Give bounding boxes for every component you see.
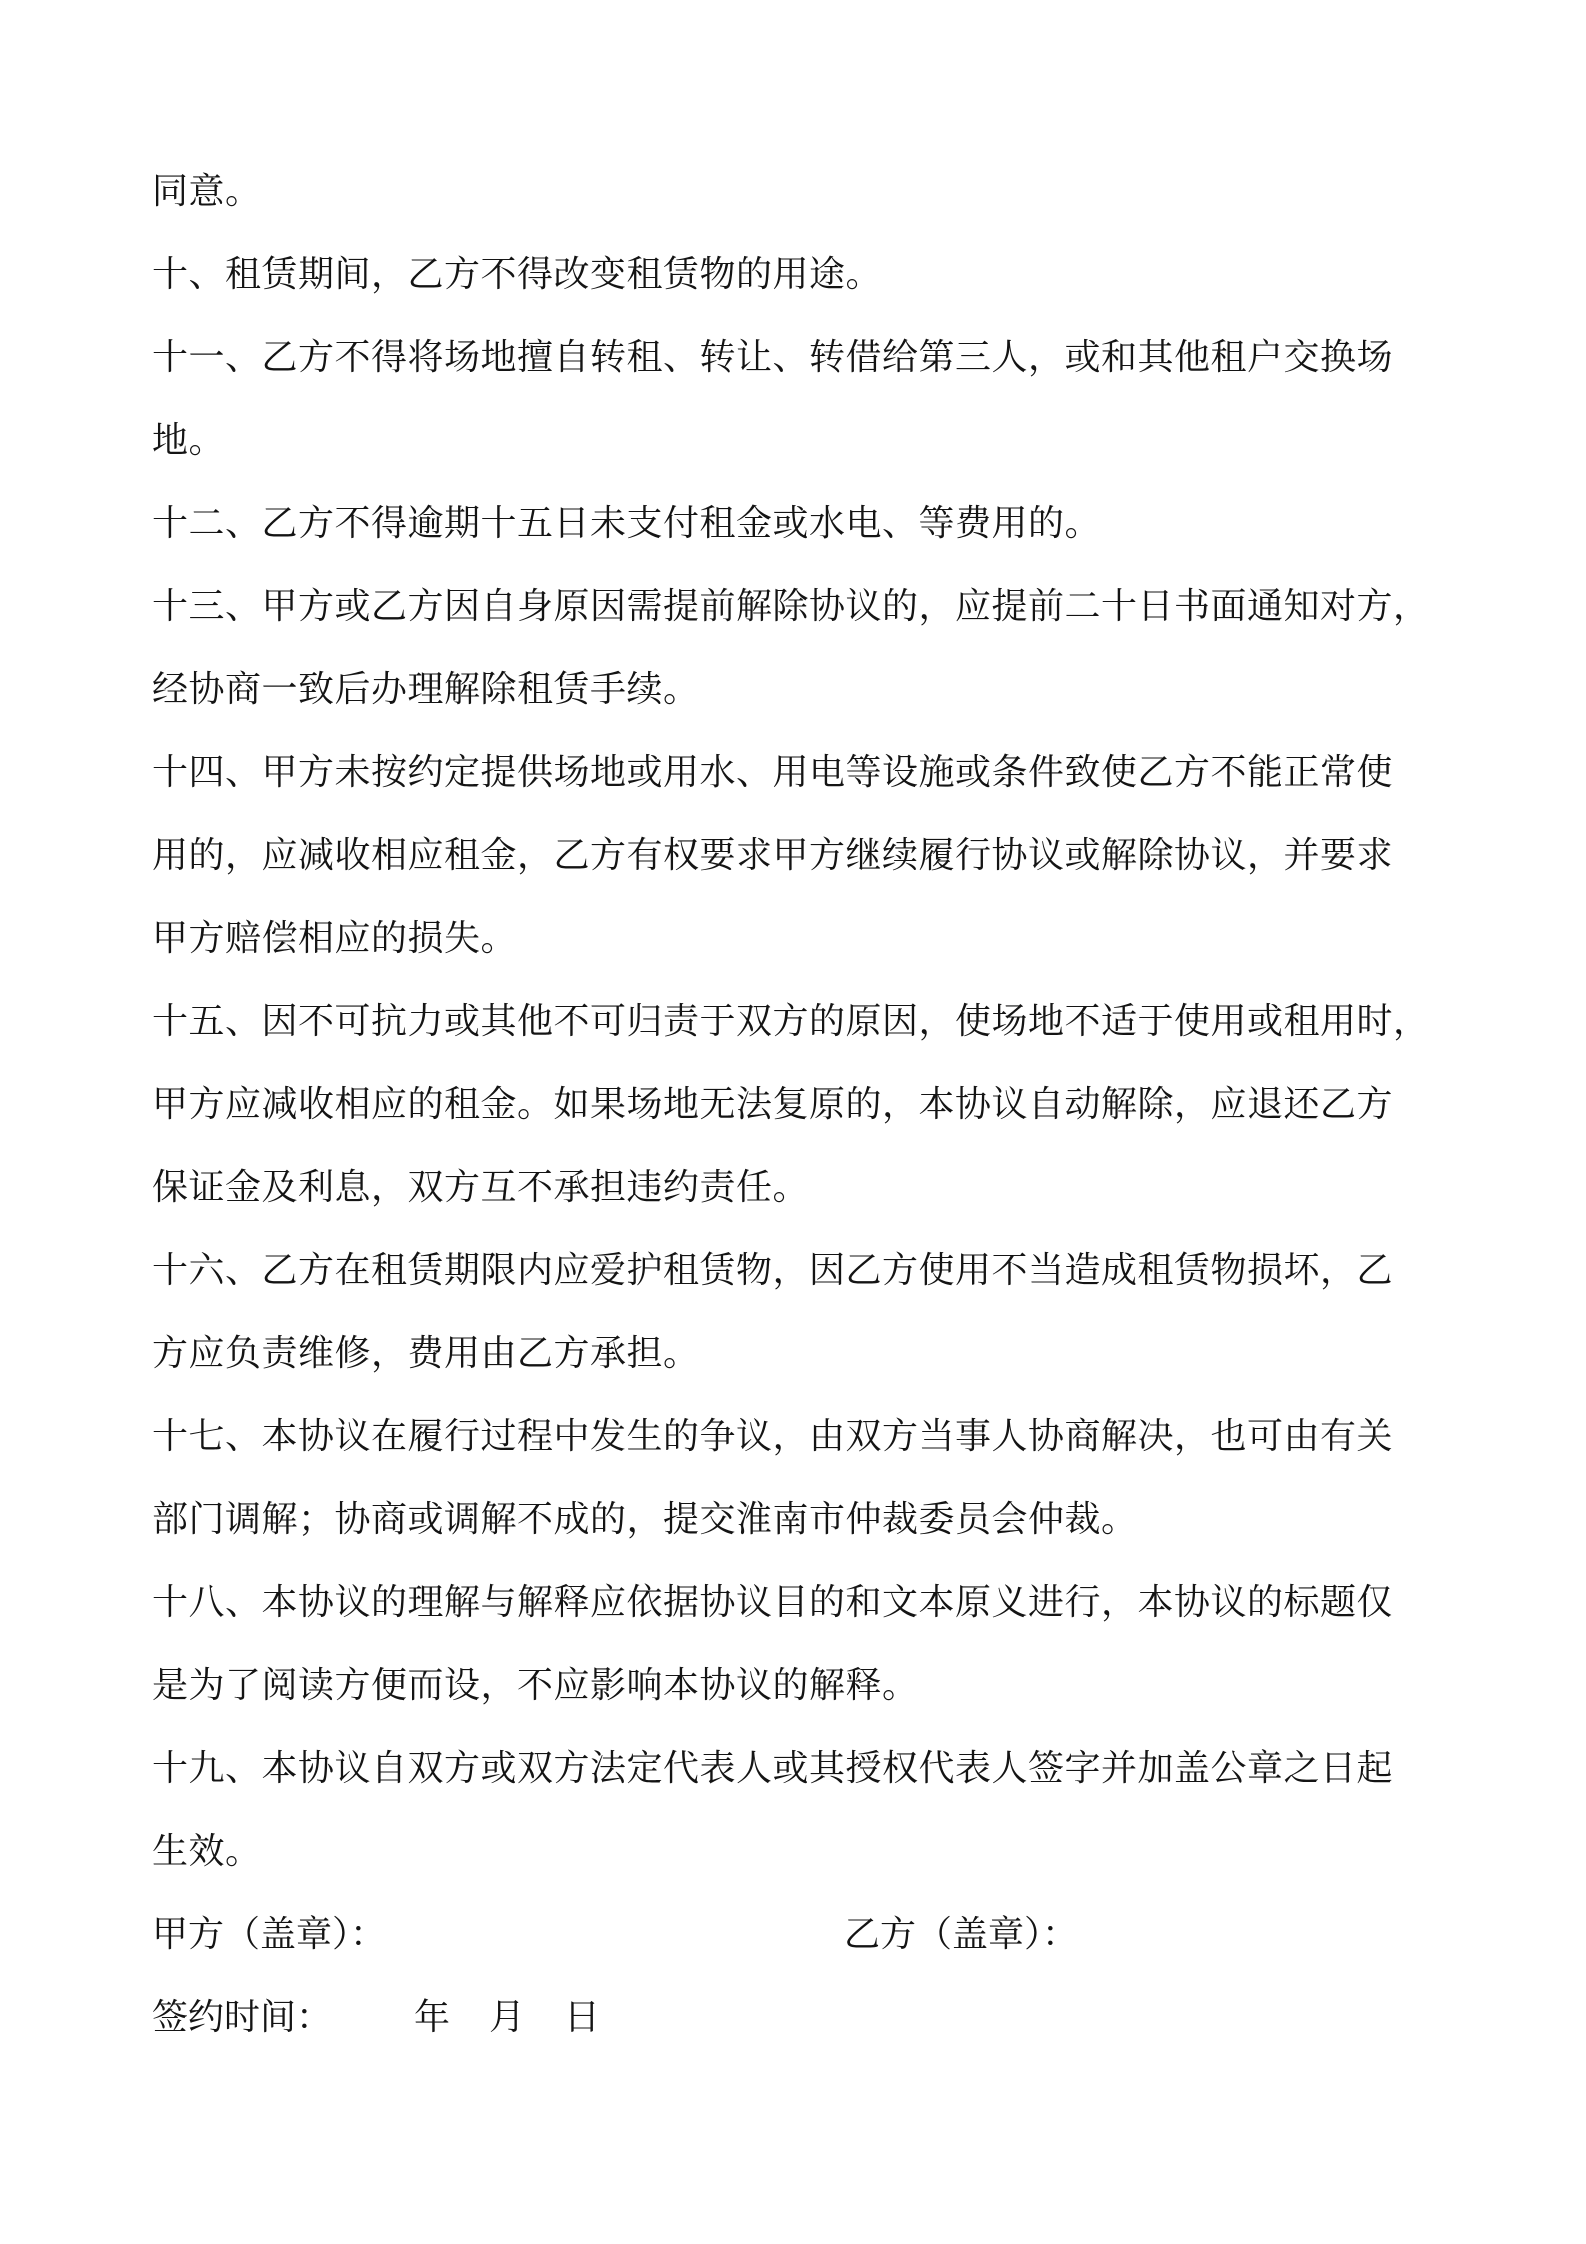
clause-10: 十、租赁期间，乙方不得改变租赁物的用途。 (152, 254, 883, 295)
year-label: 年 (414, 1997, 451, 2038)
clause-16: 十六、乙方在租赁期限内应爱护租赁物，因乙方使用不当造成租赁物损坏，乙 (152, 1250, 1394, 1291)
clause-11: 十一、乙方不得将场地擅自转租、转让、转借给第三人，或和其他租户交换场 (152, 337, 1394, 378)
sign-date-row (152, 1976, 1450, 2059)
text-line: 地。 (152, 420, 226, 461)
text-line: 保证金及利息，双方互不承担违约责任。 (152, 1167, 810, 1208)
day-label: 日 (564, 1997, 601, 2038)
text-line: 同意。 (152, 171, 262, 212)
sign-date-label: 签约时间： (152, 1997, 333, 2038)
month-label: 月 (489, 1997, 526, 2038)
text-line: 用的，应减收相应租金，乙方有权要求甲方继续履行协议或解除协议，并要求 (152, 835, 1394, 876)
text-line: 是为了阅读方便而设，不应影响本协议的解释。 (152, 1665, 919, 1706)
text-line: 经协商一致后办理解除租赁手续。 (152, 669, 700, 710)
clause-13: 十三、甲方或乙方因自身原因需提前解除协议的，应提前二十日书面通知对方， (152, 586, 1430, 627)
clause-12: 十二、乙方不得逾期十五日未支付租金或水电、等费用的。 (152, 503, 1102, 544)
text-line: 部门调解；协商或调解不成的，提交淮南市仲裁委员会仲裁。 (152, 1499, 1138, 1540)
text-line: 甲方应减收相应的租金。如果场地无法复原的，本协议自动解除，应退还乙方 (152, 1084, 1394, 1125)
text-line: 甲方赔偿相应的损失。 (152, 918, 518, 959)
signature-row (152, 1893, 1450, 1976)
clause-14: 十四、甲方未按约定提供场地或用水、用电等设施或条件致使乙方不能正常使 (152, 752, 1394, 793)
clause-18: 十八、本协议的理解与解释应依据协议目的和文本原义进行，本协议的标题仅 (152, 1582, 1394, 1623)
agreement-body (152, 150, 1450, 2059)
party-a-seal-label: 甲方（盖章）： (152, 1914, 387, 1955)
clause-17: 十七、本协议在履行过程中发生的争议，由双方当事人协商解决，也可由有关 (152, 1416, 1394, 1457)
party-b-seal-label: 乙方（盖章）： (844, 1914, 1079, 1955)
clause-19: 十九、本协议自双方或双方法定代表人或其授权代表人签字并加盖公章之日起 (152, 1748, 1394, 1789)
text-line: 生效。 (152, 1831, 262, 1872)
clause-15: 十五、因不可抗力或其他不可归责于双方的原因，使场地不适于使用或租用时， (152, 1001, 1430, 1042)
text-line: 方应负责维修，费用由乙方承担。 (152, 1333, 700, 1374)
